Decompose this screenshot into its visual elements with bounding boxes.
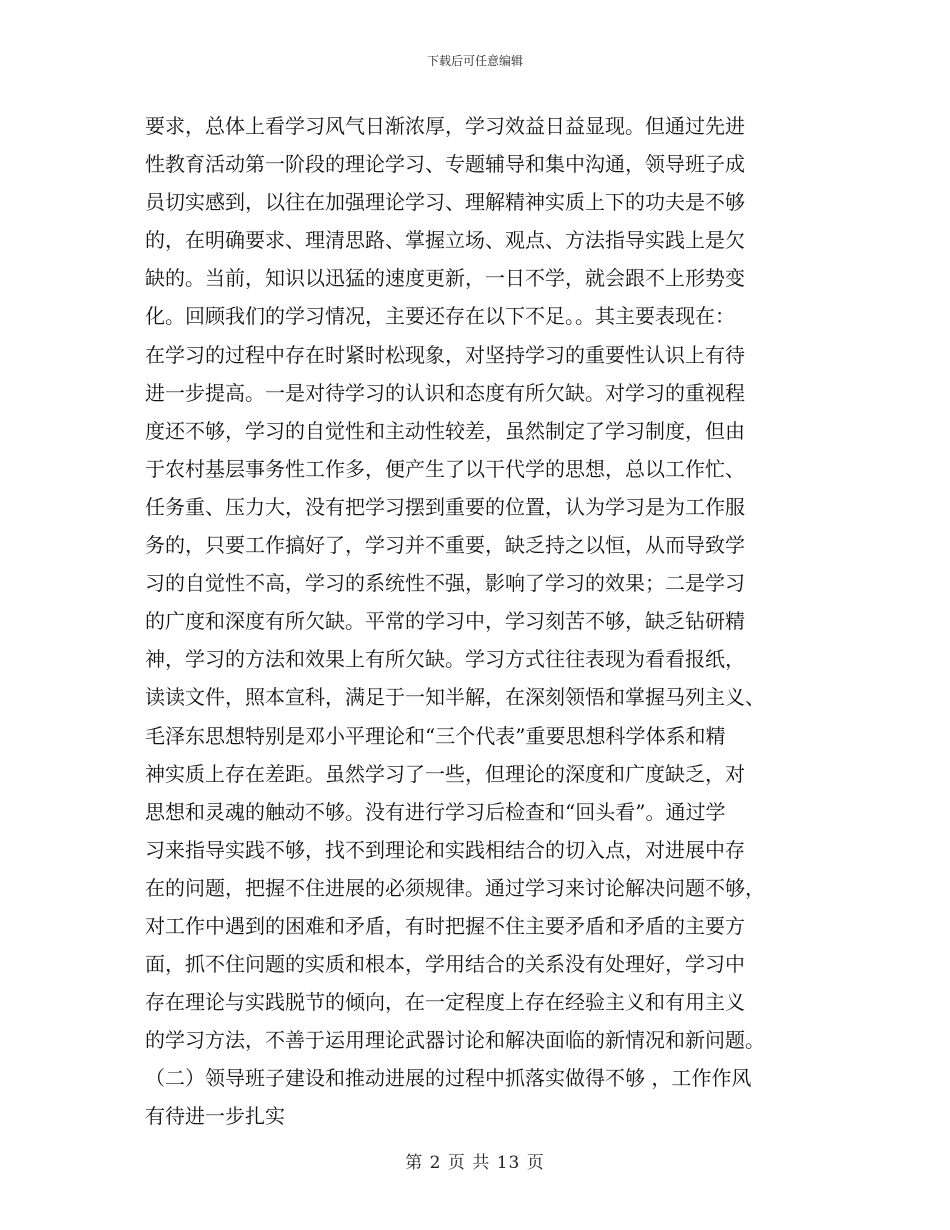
text-line: 缺的。当前，知识以迅猛的速度更新，一日不学，就会跟不上形势变: [145, 266, 745, 291]
text-line: 务的，只要工作搞好了，学习并不重要，缺乏持之以恒，从而导致学: [145, 533, 745, 558]
text-line: 任务重、压力大，没有把学习摆到重要的位置，认为学习是为工作服: [145, 494, 745, 519]
text-line: 的广度和深度有所欠缺。平常的学习中，学习刻苦不够，缺乏钻研精: [145, 609, 745, 634]
text-line: 员切实感到，以往在加强理论学习、理解精神实质上下的功夫是不够: [145, 190, 745, 215]
text-line: 在的问题，把握不住进展的必须规律。通过学习来讨论解决问题不够，: [145, 875, 765, 900]
text-line: 存在理论与实践脱节的倾向，在一定程度上存在经验主义和有用主义: [145, 990, 745, 1015]
text-line: 性教育活动第一阶段的理论学习、专题辅导和集中沟通，领导班子成: [145, 152, 745, 177]
text-line: 的学习方法，不善于运用理论武器讨论和解决面临的新情况和新问题。: [145, 1028, 765, 1053]
document-body: [145, 107, 825, 1136]
text-line: 于农村基层事务性工作多，便产生了以干代学的思想，总以工作忙、: [145, 456, 745, 481]
text-line: 读读文件，照本宣科，满足于一知半解，在深刻领悟和掌握马列主义、: [145, 685, 765, 710]
text-line: 神，学习的方法和效果上有所欠缺。学习方式往往表现为看看报纸，: [145, 647, 745, 672]
page-header-note: 下载后可任意编辑: [426, 54, 523, 68]
text-line: 思想和灵魂的触动不够。没有进行学习后检查和“回头看”。通过学: [145, 799, 726, 824]
text-line: 化。回顾我们的学习情况，主要还存在以下不足。。其主要表现在：: [145, 304, 735, 329]
text-line: 毛泽东思想特别是邓小平理论和“三个代表”重要思想科学体系和精: [145, 723, 726, 748]
text-line: 面，抓不住问题的实质和根本，学用结合的关系没有处理好，学习中: [145, 952, 745, 977]
section-heading-line: 有待进一步扎实: [145, 1104, 285, 1129]
text-line: 对工作中遇到的困难和矛盾，有时把握不住主要矛盾和矛盾的主要方: [145, 913, 745, 938]
text-line: 的，在明确要求、理清思路、掌握立场、观点、方法指导实践上是欠: [145, 228, 745, 253]
text-line: 神实质上存在差距。虽然学习了一些，但理论的深度和广度缺乏，对: [145, 761, 745, 786]
text-line: 习来指导实践不够，找不到理论和实践相结合的切入点，对进展中存: [145, 837, 745, 862]
section-heading-line: （二）领导班子建设和推动进展的过程中抓落实做得不够 ，工作作风: [145, 1066, 752, 1091]
text-line: 习的自觉性不高，学习的系统性不强，影响了学习的效果；二是学习: [145, 571, 745, 596]
text-line: 要求，总体上看学习风气日渐浓厚，学习效益日益显现。但通过先进: [145, 114, 745, 138]
text-line: 度还不够，学习的自觉性和主动性较差，虽然制定了学习制度，但由: [145, 418, 745, 443]
text-line: 进一步提高。一是对待学习的认识和态度有所欠缺。对学习的重视程: [145, 380, 745, 405]
page-number-footer: 第 2 页 共 13 页: [405, 1153, 545, 1173]
text-line: 在学习的过程中存在时紧时松现象，对坚持学习的重要性认识上有待: [145, 342, 745, 367]
